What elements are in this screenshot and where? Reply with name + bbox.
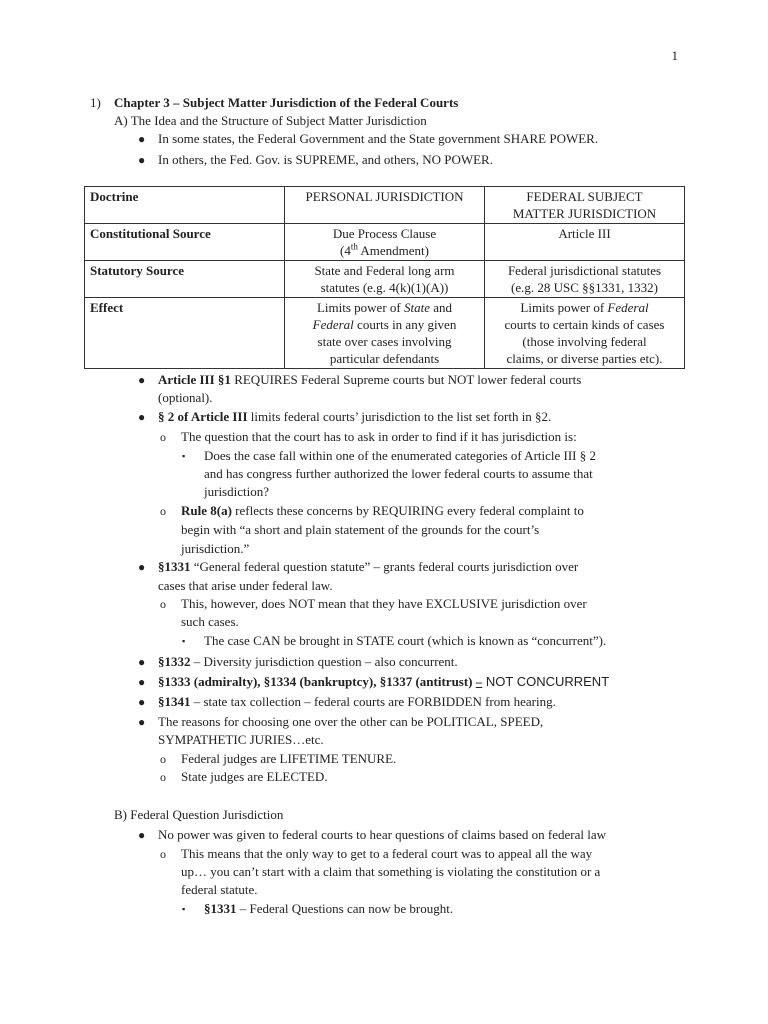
reasons-line-1: The reasons for choosing one over the other can be POLITICAL, SPEED, [158,714,544,729]
circle-bullet-icon: o [160,597,166,611]
square-bullet-icon: ▪ [182,451,186,461]
square-bullet-icon: ▪ [182,904,186,914]
jurisdiction-table [84,186,685,369]
table-cell: Due Process Clause (4th Amendment) [285,224,485,261]
b-s1331: §1331 – Federal Questions can now be brought. [204,901,454,916]
table-row-label: Effect [85,298,285,369]
bullet-icon: ● [138,410,146,424]
question-detail-1: Does the case fall within one of the enumerated categories of Article III § 2 [204,448,597,463]
a-bullet-2: In others, the Fed. Gov. is SUPREME, and others, NO POWER. [158,152,493,167]
article-iii-s1: Article III §1 REQUIRES Federal Supreme courts but NOT lower federal courts [158,372,582,387]
b-note-2: up… you can’t start with a claim that something is violating the constitution or a [181,864,601,879]
s1331-concurrent: The case CAN be brought in STATE court (which is known as “concurrent”). [204,633,607,648]
circle-bullet-icon: o [160,504,166,518]
bullet-icon: ● [138,560,146,574]
table-row [85,224,685,261]
square-bullet-icon: ▪ [182,636,186,646]
circle-bullet-icon: o [160,430,166,444]
section-b-heading: B) Federal Question Jurisdiction [114,807,284,822]
s1331-cont: cases that arise under federal law. [158,578,333,593]
table-cell: Federal jurisdictional statutes (e.g. 28 USC §§1331, 1332) [485,261,685,298]
question-detail-2: and has congress further authorized the lower federal courts to assume that [204,466,593,481]
table-header-cell: Doctrine [85,187,285,224]
table-cell: Article III [485,224,685,261]
reasons-line-2: SYMPATHETIC JURIES…etc. [158,732,324,747]
rule-8a: Rule 8(a) reflects these concerns by REQUIRING every federal complaint to [181,503,584,518]
b-note-1: This means that the only way to get to a federal court was to appeal all the way [181,846,593,861]
table-row-label: Constitutional Source [85,224,285,261]
bullet-icon: ● [138,132,146,146]
circle-bullet-icon: o [160,770,166,784]
table-row [85,298,685,369]
b-note-3: federal statute. [181,882,258,897]
question-line: The question that the court has to ask in order to find if it has jurisdiction is: [181,429,577,444]
a-bullet-1: In some states, the Federal Government and the State government SHARE POWER. [158,131,599,146]
section-a-heading: A) The Idea and the Structure of Subject Matter Jurisdiction [114,113,427,128]
table-header-cell: PERSONAL JURISDICTION [285,187,485,224]
state-judges: State judges are ELECTED. [181,769,328,784]
s1331: §1331 “General federal question statute” – grants federal courts jurisdiction over [158,559,579,574]
table-cell: State and Federal long arm statutes (e.g. 4(k)(1)(A)) [285,261,485,298]
circle-bullet-icon: o [160,752,166,766]
circle-bullet-icon: o [160,847,166,861]
article-iii-s2: § 2 of Article III limits federal courts’ jurisdiction to the list set forth in §2. [158,409,552,424]
s1333-s1334-s1337: §1333 (admiralty), §1334 (bankruptcy), §1337 (antitrust) – NOT CONCURRENT [158,674,610,689]
table-row [85,261,685,298]
page-number: 1 [671,48,678,63]
chapter-number: 1) [90,95,101,110]
rule-8a-cont-1: begin with “a short and plain statement of the grounds for the court’s [181,522,540,537]
bullet-icon: ● [138,373,146,387]
b-bullet-1: No power was given to federal courts to hear questions of claims based on federal law [158,827,606,842]
bullet-icon: ● [138,715,146,729]
bullet-icon: ● [138,675,146,689]
bullet-icon: ● [138,153,146,167]
s1331-note-2: such cases. [181,614,239,629]
s1341: §1341 – state tax collection – federal courts are FORBIDDEN from hearing. [158,694,556,709]
table-row [85,187,685,224]
federal-judges: Federal judges are LIFETIME TENURE. [181,751,397,766]
chapter-title: Chapter 3 – Subject Matter Jurisdiction of the Federal Courts [114,95,459,110]
article-iii-s1-cont: (optional). [158,390,213,405]
table-row-label: Statutory Source [85,261,285,298]
table-header-cell: FEDERAL SUBJECT MATTER JURISDICTION [485,187,685,224]
s1331-note-1: This, however, does NOT mean that they have EXCLUSIVE jurisdiction over [181,596,587,611]
rule-8a-cont-2: jurisdiction.” [181,541,250,556]
bullet-icon: ● [138,695,146,709]
bullet-icon: ● [138,655,146,669]
s1332: §1332 – Diversity jurisdiction question – also concurrent. [158,654,458,669]
table-cell: Limits power of Federal courts to certain kinds of cases (those involving federal claims, or diverse parties etc). [485,298,685,369]
question-detail-3: jurisdiction? [204,484,269,499]
table-cell: Limits power of State and Federal courts in any given state over cases involving particular defendants [285,298,485,369]
bullet-icon: ● [138,828,146,842]
